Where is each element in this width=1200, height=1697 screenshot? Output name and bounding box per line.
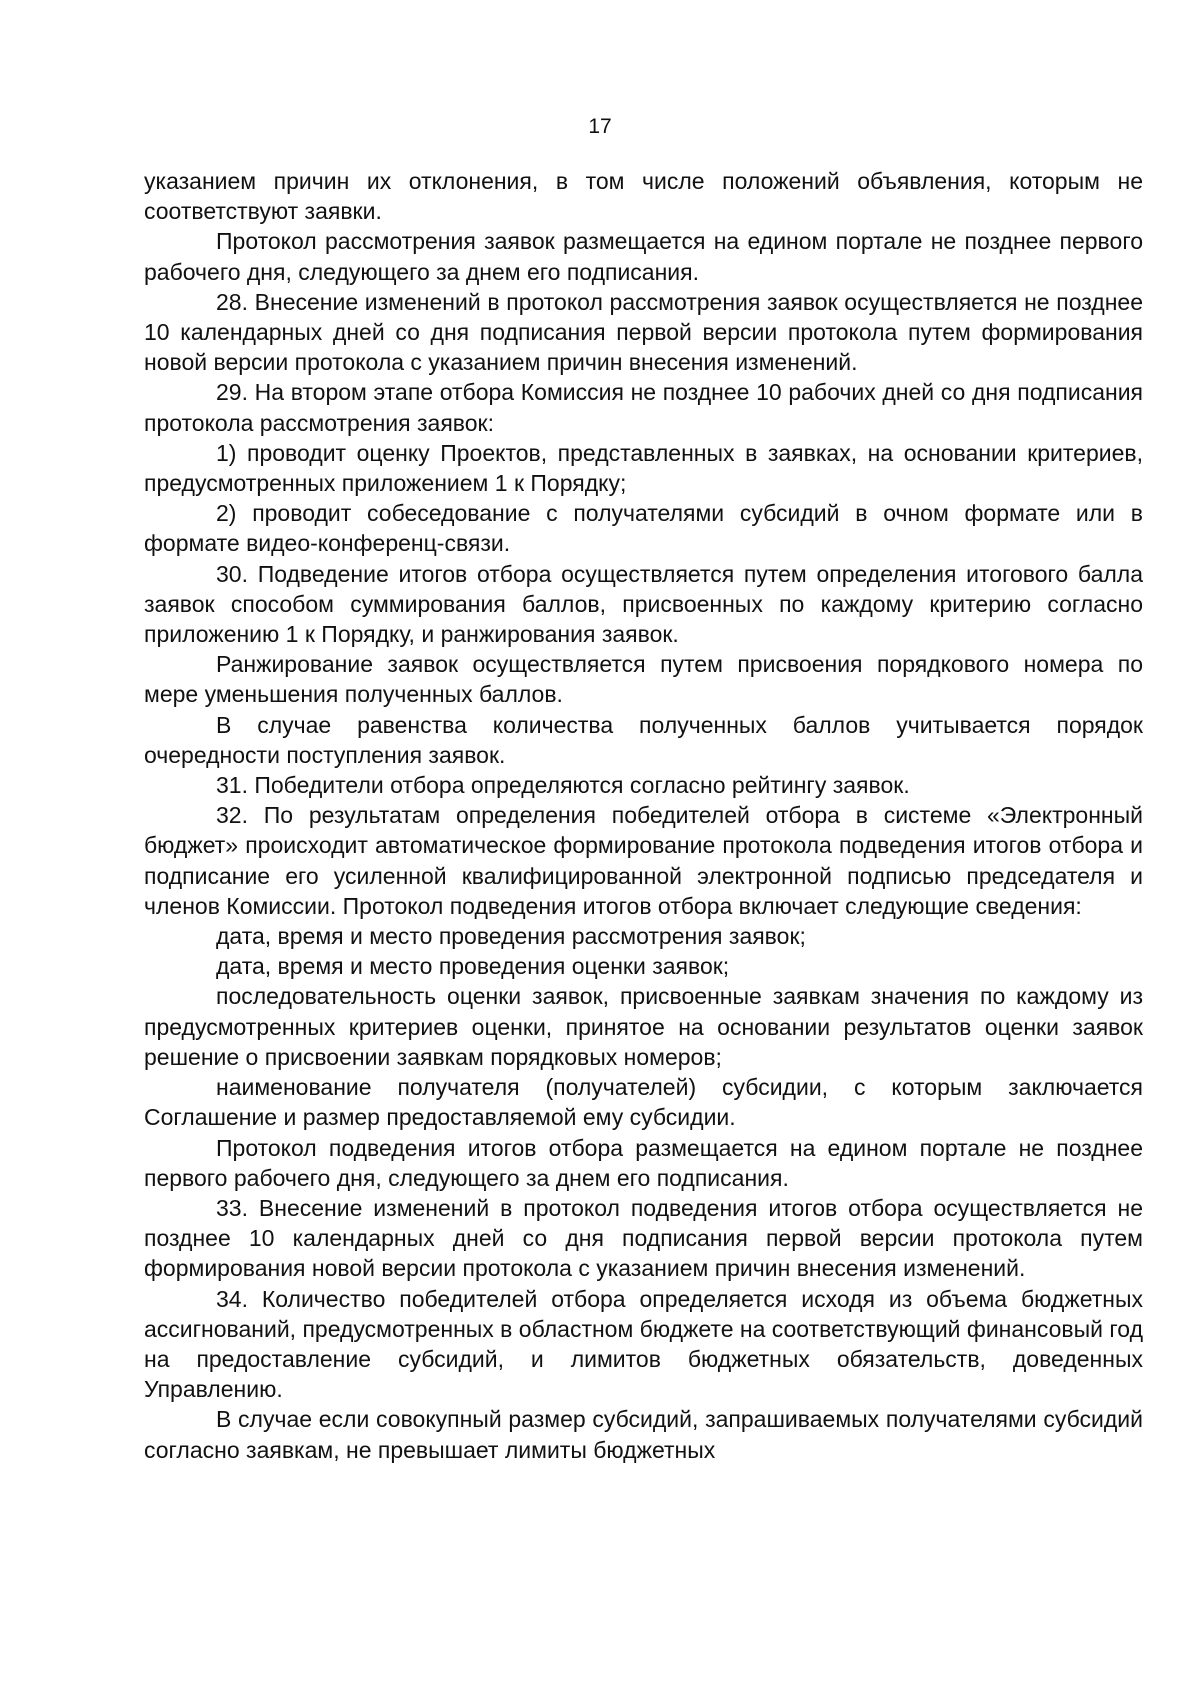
paragraph-28: 28. Внесение изменений в протокол рассмотрения заявок осуществляется не позднее 10 календарных дней со дня подписания первой версии протокола путем формирования новой версии протокола с указанием причин внесения изменений. [144, 288, 1143, 376]
paragraph-equal-scores: В случае равенства количества полученных баллов учитывается порядок очередности поступления заявок. [144, 711, 1143, 768]
paragraph-32-item-recipient: наименование получателя (получателей) субсидии, с которым заключается Соглашение и размер предоставляемой ему субсидии. [144, 1074, 1143, 1131]
paragraph-30: 30. Подведение итогов отбора осуществляется путем определения итогового балла заявок способом суммирования баллов, присвоенных по каждому критерию согласно приложению 1 к Порядку, и ранжирования заявок. [144, 560, 1143, 648]
paragraph-32-item-evaluation-date: дата, время и место проведения оценки заявок; [216, 953, 730, 980]
paragraph-results-publication: Протокол подведения итогов отбора размещается на едином портале не позднее первого рабочего дня, следующего за днем его подписания. [144, 1134, 1143, 1191]
paragraph-32: 32. По результатам определения победителей отбора в системе «Электронный бюджет» происходит автоматическое формирование протокола подведения итогов отбора и подписание его усиленной квалифицированной электронной подписью председателя и членов Комиссии. Протокол подведения итогов отбора включает следующие сведения: [144, 802, 1143, 919]
paragraph-29-item-2: 2) проводит собеседование с получателями субсидий в очном формате или в формате видео-конференц-связи. [144, 500, 1143, 557]
paragraph-31: 31. Победители отбора определяются согласно рейтингу заявок. [216, 772, 910, 799]
paragraph-ranking: Ранжирование заявок осуществляется путем присвоения порядкового номера по мере уменьшения полученных баллов. [144, 651, 1143, 708]
paragraph-continuation: указанием причин их отклонения, в том числе положений объявления, которым не соответствуют заявки. [144, 168, 1143, 225]
paragraph-29-item-1: 1) проводит оценку Проектов, представленных в заявках, на основании критериев, предусмотренных приложением 1 к Порядку; [144, 439, 1143, 497]
paragraph-total-subsidies: В случае если совокупный размер субсидий, запрашиваемых получателями субсидий согласно заявкам, не превышает лимиты бюджетных [144, 1406, 1143, 1463]
paragraph-34: 34. Количество победителей отбора определяется исходя из объема бюджетных ассигнований, предусмотренных в областном бюджете на соответствующий финансовый год на предоставление субсидий, и лимитов бюджетных обязательств, доведенных Управлению. [144, 1285, 1143, 1403]
document-body [144, 166, 1143, 1465]
paragraph-33: 33. Внесение изменений в протокол подведения итогов отбора осуществляется не позднее 10 календарных дней со дня подписания первой версии протокола путем формирования новой версии протокола с указанием причин внесения изменений. [144, 1194, 1143, 1282]
page-number: 17 [588, 115, 612, 138]
paragraph-29: 29. На втором этапе отбора Комиссия не позднее 10 рабочих дней со дня подписания протокола рассмотрения заявок: [144, 379, 1143, 436]
paragraph-32-item-review-date: дата, время и место проведения рассмотрения заявок; [216, 923, 806, 950]
paragraph-32-item-sequence: последовательность оценки заявок, присвоенные заявкам значения по каждому из предусмотренных критериев оценки, принятое на основании результатов оценки заявок решение о присвоении заявкам порядковых номеров; [144, 983, 1143, 1070]
paragraph-protocol-publication: Протокол рассмотрения заявок размещается на едином портале не позднее первого рабочего дня, следующего за днем его подписания. [144, 228, 1143, 285]
